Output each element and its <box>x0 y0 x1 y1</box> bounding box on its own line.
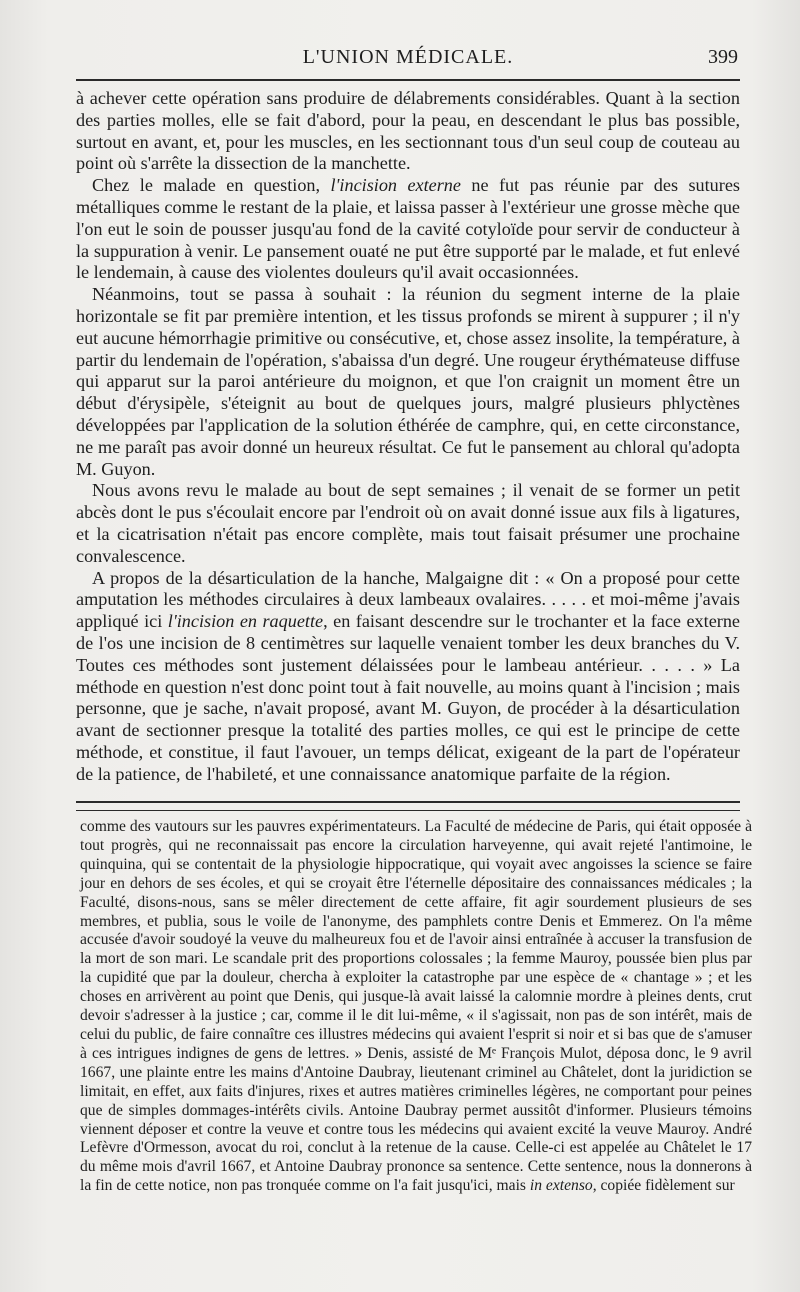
feuilleton-paragraph <box>80 818 752 1196</box>
paragraph-3: Néanmoins, tout se passa à souhait : la réunion du segment interne de la plaie horizontale se fit par première intention, et les tissus profonds se mirent à suppurer ; il n'y eut aucune hémorrhagie primitive ou consécutive, et, chose assez insolite, la température, à partir du lendemain de l'opération, s'abaissa d'un degré. Une rougeur érythémateuse diffuse qui apparut sur la paroi antérieure du moignon, et que l'on craignit un moment être un début d'érysipèle, s'éteignit au bout de quelques jours, malgré plusieurs phlyctènes développées par l'application de la solution éthérée de camphre, qui, en cette circonstance, ne me paraît pas avoir donné un heureux résultat. Ce fut le pansement au chloral qu'adopta M. Guyon. <box>76 284 740 479</box>
feuilleton-emphasis: in extenso <box>529 1177 593 1195</box>
feuilleton-start: comme des vautours sur les pauvres expérimentateurs. La Faculté de médecine de Paris, qui était opposée à tout progrès, qui ne reconnaissait pas encore la circulation harveyenne, qui avait rejeté l'antimoine, le quinquina, qui se contentait de la physiologie hippocratique, qui voyait avec angoisses la science se faire jour en dehors de ses écoles, et qui se croyait être l'éternelle dépositaire des connaissances médicales ; la Faculté, disons-nous, sans se mêler directement de cette affaire, fit agir sourdement plusieurs de ses membres, et publia, sous le voile de l'anonyme, des pamphlets contre Denis et Emmerez. On l'a même accusée d'avoir soudoyé la veuve du malheureux fou et de l'avoir ainsi entraînée à accuser la transfusion de la mort de son mari. Le scandale prit des proportions colossales ; la femme Mauroy, poussée bien plus par la cupidité que par la douleur, chercha à exploiter la catastrophe par une espèce de « chantage » ; et les choses en arrivèrent au point que Denis, qui jusque-là avait laissé la calomnie mordre à pleines dents, crut devoir s'adresser à la justice ; car, comme il le dit lui-même, « il s'agissait, non pas de son intérêt, mais de celui du public, de faire connaître ces illustres médecins qui avaient l'esprit si noir et si bas que de s'amuser à ces intrigues indignes de gens de lettres. » Denis, assisté de Mᵉ François Mulot, déposa donc, le 9 avril 1667, une plainte entre les mains d'Antoine Daubray, lieutenant criminel au Châtelet, dont la juridiction se limitait, en effet, aux faits d'injures, rixes et autres matières criminelles légères, ne comportant pour peines que de simples dommages-intérêts civils. Antoine Daubray permet aussitôt d'informer. Plusieurs témoins viennent déposer et contre la veuve et contre tous les médecins qui avaient excité la veuve Mauroy. André Lefèvre d'Ormesson, avocat du roi, conclut à la retenue de la cause. Celle-ci est appelée au Châtelet le 17 du même mois d'avril 1667, et Antoine Daubray prononce sa sentence. Cette sentence, nous la donnerons à la fin de cette notice, non pas tronquée comme on l'a fait jusqu'ici, mais <box>80 818 752 1195</box>
paragraph-2-end: ne fut pas réunie par des sutures métalliques comme le restant de la plaie, et laissa passer à l'extérieur une grosse mèche que l'on eut le soin de pousser jusqu'au fond de la cavité cotyloïde pour servir de conducteur à la suppuration à venir. Le pansement ouaté ne put être supporté par le malade, et fut enlevé le lendemain, à cause des violentes douleurs qu'il avait occasionnées. <box>76 175 740 283</box>
page-number: 399 <box>708 46 738 68</box>
paragraph-1: à achever cette opération sans produire de délabrements considérables. Quant à la section des parties molles, elle se fait d'abord, pour la peau, en descendant le plus bas possible, surtout en avant, et, pour les muscles, en les sectionnant tous d'un seul coup de couteau au point où s'arrête la dissection de la manchette. <box>76 88 740 174</box>
paragraph-2 <box>76 175 740 284</box>
running-header <box>76 44 740 74</box>
feuilleton-text <box>80 818 752 1196</box>
paragraph-5-start: A propos de la désarticulation de la hanche, Malgaigne dit : « On a proposé pour cette amputation les méthodes circulaires à deux lambeaux ovalaires. . . . . et moi-même j'avais appliqué ici <box>76 567 740 632</box>
feuilleton-end: , copiée fidèlement sur <box>592 1177 735 1195</box>
paragraph-2-start: Chez le malade en question, <box>92 175 331 196</box>
header-rule <box>76 79 740 81</box>
paragraph-5-end: , en faisant descendre sur le trochanter et la face externe de l'os une incision de 8 centimètres sur laquelle venaient tomber les deux branches du V. Toutes ces méthodes sont justement délaissées pour le lambeau antérieur. . . . . » La méthode en question n'est donc point tout à fait nouvelle, au moins quant à l'incision ; mais personne, que je sache, n'avait proposé, avant M. Guyon, de procéder à la désarticulation avant de sectionner presque la totalité des parties molles, ce qui est le principe de cette méthode, et constitue, il faut l'avouer, un temps délicat, exigeant de la part de l'opérateur de la patience, de l'habileté, et une connaissance anatomique parfaite de la région. <box>76 611 741 784</box>
paragraph-2-emphasis: l'incision externe <box>330 175 461 196</box>
paragraph-4: Nous avons revu le malade au bout de sept semaines ; il venait de se former un petit abcès dont le pus s'écoulait encore par l'endroit où on avait donné issue aux fils à ligatures, et la cicatrisation n'était pas encore complète, mais tout faisait présumer une prochaine convalescence. <box>76 480 740 566</box>
running-title: L'UNION MÉDICALE. <box>302 46 514 68</box>
paragraph-5-emphasis: l'incision en raquette <box>167 611 324 632</box>
paragraph-5 <box>76 568 740 786</box>
main-text <box>76 88 740 786</box>
feuilleton-separator <box>76 801 740 811</box>
